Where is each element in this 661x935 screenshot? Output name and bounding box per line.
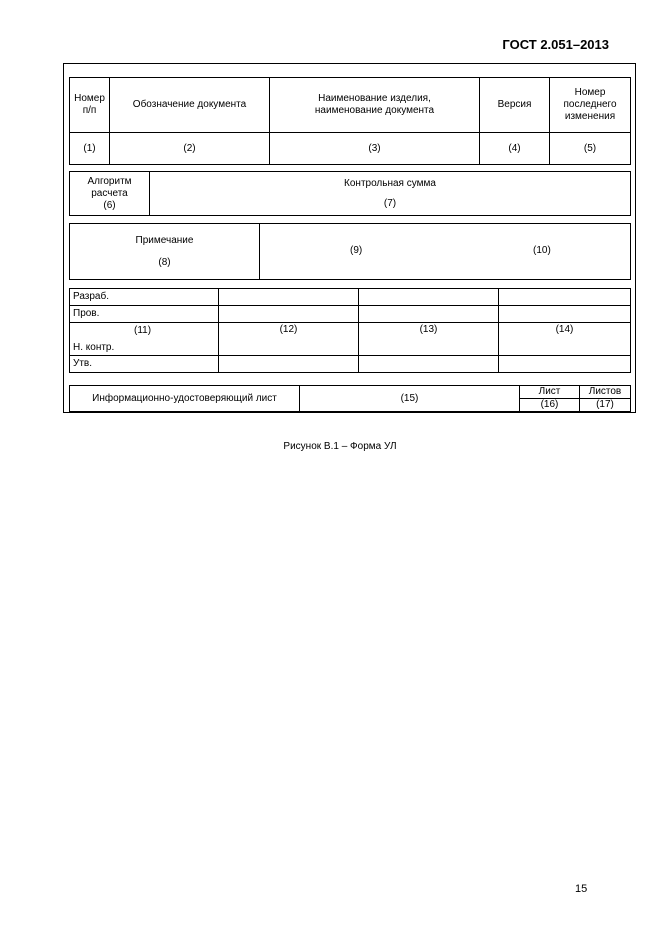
ref-7: (7)	[383, 197, 397, 209]
note-label: Примечание	[135, 234, 194, 246]
note-table	[69, 223, 631, 280]
info-title: Информационно-удостоверяющий лист	[70, 386, 300, 412]
header-number: Номер п/п	[70, 78, 110, 133]
ref-12: (12)	[219, 323, 359, 356]
sign-row-approver	[70, 356, 631, 373]
algorithm-cell	[70, 172, 150, 216]
checksum-label: Контрольная сумма	[344, 177, 436, 189]
sheets-label: Листов	[580, 386, 631, 399]
checksum-cell	[150, 172, 631, 216]
documents-ref-row	[70, 133, 631, 165]
ref-15: (15)	[300, 386, 520, 412]
signatures-table	[69, 288, 631, 373]
ref-9: (9)	[350, 244, 363, 256]
ref-10: (10)	[533, 244, 551, 256]
ref-16: (16)	[520, 399, 580, 412]
checksum-table	[69, 171, 631, 216]
info-sheet-table	[69, 385, 631, 412]
figure-caption: Рисунок В.1 – Форма УЛ	[283, 441, 397, 452]
ref-2: (2)	[110, 133, 270, 165]
header-doc-designation: Обозначение документа	[110, 78, 270, 133]
sign-cell	[499, 289, 631, 306]
sign-label-developer: Разраб.	[70, 289, 219, 306]
sign-cell	[219, 289, 359, 306]
sheet-label: Лист	[520, 386, 580, 399]
sign-cell	[219, 356, 359, 373]
ref-13: (13)	[359, 323, 499, 356]
sign-cell	[359, 289, 499, 306]
sign-cell	[359, 356, 499, 373]
ref-14: (14)	[499, 323, 631, 356]
documents-table	[69, 77, 631, 165]
sign-label-checker: Пров.	[70, 306, 219, 323]
ref-4: (4)	[480, 133, 550, 165]
ref-5: (5)	[550, 133, 631, 165]
ref-17: (17)	[580, 399, 631, 412]
sign-row-checker	[70, 306, 631, 323]
header-last-change: Номер последнего изменения	[550, 78, 631, 133]
sign-cell	[359, 306, 499, 323]
sign-row-norm-control	[70, 323, 631, 356]
sign-cell	[219, 306, 359, 323]
ref-11: (11)	[134, 324, 152, 336]
info-row-top	[70, 386, 631, 399]
ref-6: (6)	[103, 199, 116, 211]
sign-cell	[499, 356, 631, 373]
header-version: Версия	[480, 78, 550, 133]
checksum-row	[70, 172, 631, 216]
documents-header-row	[70, 78, 631, 133]
page-number: 15	[575, 883, 588, 895]
ref-8: (8)	[158, 256, 171, 268]
ref-1: (1)	[70, 133, 110, 165]
note-row	[70, 224, 631, 280]
note-cell	[70, 224, 260, 280]
header-item-name: Наименование изделия, наименование документа	[270, 78, 480, 133]
sign-cell	[499, 306, 631, 323]
sign-cell-norm-control	[70, 323, 219, 356]
standard-header: ГОСТ 2.051–2013	[502, 37, 609, 52]
note-refs-cell	[260, 224, 631, 280]
sign-label-norm-control: Н. контр.	[73, 341, 115, 353]
ref-3: (3)	[270, 133, 480, 165]
sign-row-developer	[70, 289, 631, 306]
algorithm-label: Алгоритм расчета	[87, 175, 132, 199]
sign-label-approver: Утв.	[70, 356, 219, 373]
